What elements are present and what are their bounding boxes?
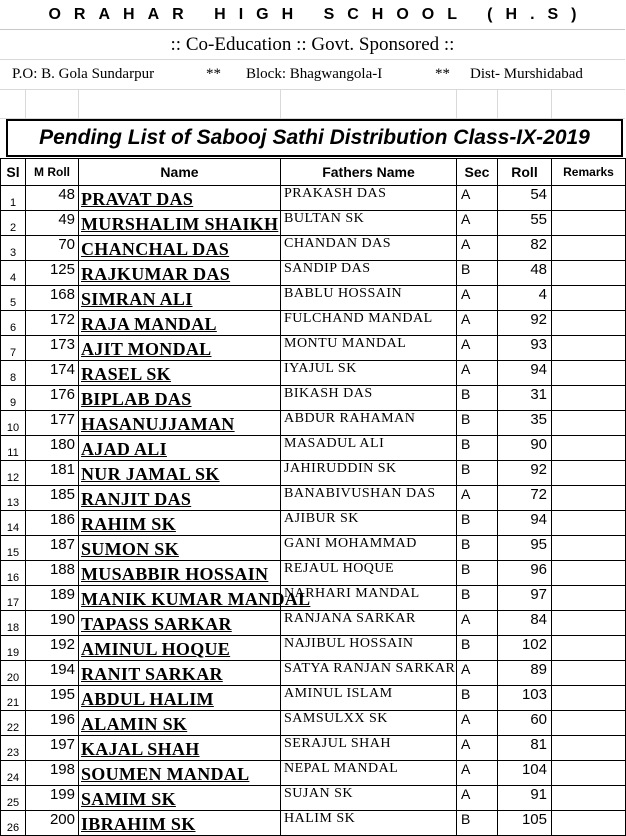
cell-section[interactable]: B (457, 436, 498, 461)
cell-fathers-name[interactable]: MONTU MANDAL (281, 336, 457, 361)
cell-section[interactable]: A (457, 311, 498, 336)
cell-fathers-name[interactable]: FULCHAND MANDAL (281, 311, 457, 336)
cell-student-name[interactable]: MUSABBIR HOSSAIN (79, 561, 281, 586)
cell-student-name[interactable]: SUMON SK (79, 536, 281, 561)
cell-student-name[interactable]: NUR JAMAL SK (79, 461, 281, 486)
table-row (1, 261, 626, 286)
cell-m-roll[interactable]: 190 (26, 611, 79, 636)
post-office: P.O: B. Gola Sundarpur (12, 66, 155, 82)
cell-sl[interactable]: 26 (1, 811, 26, 836)
table-row (1, 711, 626, 736)
cell-roll[interactable]: 35 (498, 411, 552, 436)
cell-m-roll[interactable]: 195 (26, 686, 79, 711)
cell-student-name[interactable]: ALAMIN SK (79, 711, 281, 736)
cell-sl[interactable]: 9 (1, 386, 26, 411)
cell-fathers-name[interactable]: AMINUL ISLAM (281, 686, 457, 711)
cell-sl[interactable]: 2 (1, 211, 26, 236)
cell-roll[interactable]: 103 (498, 686, 552, 711)
cell-remarks[interactable] (552, 736, 626, 761)
cell-fathers-name[interactable]: JAHIRUDDIN SK (281, 461, 457, 486)
cell-roll[interactable]: 102 (498, 636, 552, 661)
cell-student-name[interactable]: SOUMEN MANDAL (79, 761, 281, 786)
cell-student-name[interactable]: AJAD ALI (79, 436, 281, 461)
cell-sl[interactable]: 17 (1, 586, 26, 611)
table-row (1, 461, 626, 486)
cell-roll[interactable]: 105 (498, 811, 552, 836)
cell-section[interactable]: A (457, 786, 498, 811)
cell-m-roll[interactable]: 70 (26, 236, 79, 261)
school-name-row[interactable] (0, 0, 625, 30)
table-row (1, 286, 626, 311)
cell-student-name[interactable]: ABDUL HALIM (79, 686, 281, 711)
cell-m-roll[interactable]: 177 (26, 411, 79, 436)
cell-fathers-name[interactable]: NARHARI MANDAL (281, 586, 457, 611)
cell-roll[interactable]: 90 (498, 436, 552, 461)
cell-student-name[interactable]: AJIT MONDAL (79, 336, 281, 361)
cell-section[interactable]: B (457, 461, 498, 486)
cell-remarks[interactable] (552, 286, 626, 311)
cell-student-name[interactable]: SAMIM SK (79, 786, 281, 811)
table-row (1, 561, 626, 586)
cell-remarks[interactable] (552, 361, 626, 386)
cell-remarks[interactable] (552, 461, 626, 486)
table-row (1, 361, 626, 386)
table-row (1, 336, 626, 361)
cell-student-name[interactable]: MANIK KUMAR MANDAL (79, 586, 281, 611)
cell-fathers-name[interactable]: BULTAN SK (281, 211, 457, 236)
cell-sl[interactable]: 10 (1, 411, 26, 436)
cell-roll[interactable]: 82 (498, 236, 552, 261)
separator: ** (435, 66, 450, 82)
cell-sl[interactable]: 22 (1, 711, 26, 736)
table-row (1, 786, 626, 811)
pending-list-table (0, 158, 626, 836)
cell-m-roll[interactable]: 49 (26, 211, 79, 236)
cell-student-name[interactable]: RAJKUMAR DAS (79, 261, 281, 286)
cell-sl[interactable]: 7 (1, 336, 26, 361)
cell-m-roll[interactable]: 196 (26, 711, 79, 736)
col-header-sl[interactable]: Sl (1, 159, 26, 186)
cell-sl[interactable]: 8 (1, 361, 26, 386)
cell-remarks[interactable] (552, 261, 626, 286)
cell-m-roll[interactable]: 125 (26, 261, 79, 286)
table-row (1, 811, 626, 836)
col-header-name[interactable]: Name (79, 159, 281, 186)
list-title: Pending List of Sabooj Sathi Distribution Class-IX-2019 (39, 126, 590, 149)
cell-fathers-name[interactable]: SATYA RANJAN SARKAR (281, 661, 457, 686)
cell-fathers-name[interactable]: NEPAL MANDAL (281, 761, 457, 786)
cell-section[interactable]: A (457, 736, 498, 761)
cell-sl[interactable]: 1 (1, 186, 26, 211)
table-row (1, 611, 626, 636)
cell-sl[interactable]: 3 (1, 236, 26, 261)
cell-remarks[interactable] (552, 686, 626, 711)
cell-roll[interactable]: 55 (498, 211, 552, 236)
cell-student-name[interactable]: MURSHALIM SHAIKH (79, 211, 281, 236)
cell-remarks[interactable] (552, 636, 626, 661)
cell-section[interactable]: B (457, 811, 498, 836)
table-row (1, 586, 626, 611)
cell-remarks[interactable] (552, 311, 626, 336)
cell-remarks[interactable] (552, 786, 626, 811)
cell-roll[interactable]: 91 (498, 786, 552, 811)
cell-m-roll[interactable]: 198 (26, 761, 79, 786)
cell-remarks[interactable] (552, 811, 626, 836)
grid-line (497, 90, 498, 119)
table-row (1, 761, 626, 786)
cell-sl[interactable]: 21 (1, 686, 26, 711)
cell-remarks[interactable] (552, 586, 626, 611)
cell-section[interactable]: A (457, 186, 498, 211)
cell-fathers-name[interactable]: AJIBUR SK (281, 511, 457, 536)
cell-m-roll[interactable]: 188 (26, 561, 79, 586)
table-row (1, 486, 626, 511)
school-subtitle: :: Co-Education :: Govt. Sponsored :: (170, 33, 455, 55)
cell-remarks[interactable] (552, 411, 626, 436)
cell-student-name[interactable]: CHANCHAL DAS (79, 236, 281, 261)
cell-section[interactable]: A (457, 761, 498, 786)
cell-section[interactable]: A (457, 286, 498, 311)
cell-student-name[interactable]: HASANUJJAMAN (79, 411, 281, 436)
cell-student-name[interactable]: RASEL SK (79, 361, 281, 386)
cell-fathers-name[interactable]: IYAJUL SK (281, 361, 457, 386)
cell-student-name[interactable]: BIPLAB DAS (79, 386, 281, 411)
cell-student-name[interactable]: RAHIM SK (79, 511, 281, 536)
table-header-row (1, 159, 626, 186)
table-row (1, 211, 626, 236)
cell-roll[interactable]: 92 (498, 461, 552, 486)
cell-remarks[interactable] (552, 486, 626, 511)
school-name: ORAHAR HIGH SCHOOL (H.S) (48, 5, 590, 23)
cell-roll[interactable]: 97 (498, 586, 552, 611)
cell-remarks[interactable] (552, 511, 626, 536)
cell-section[interactable]: B (457, 386, 498, 411)
cell-student-name[interactable]: RAJA MANDAL (79, 311, 281, 336)
cell-section[interactable]: A (457, 611, 498, 636)
cell-fathers-name[interactable]: GANI MOHAMMAD (281, 536, 457, 561)
cell-student-name[interactable]: SIMRAN ALI (79, 286, 281, 311)
cell-section[interactable]: B (457, 561, 498, 586)
col-header-sec[interactable]: Sec (457, 159, 498, 186)
cell-roll[interactable]: 54 (498, 186, 552, 211)
cell-fathers-name[interactable]: BABLU HOSSAIN (281, 286, 457, 311)
cell-m-roll[interactable]: 168 (26, 286, 79, 311)
cell-section[interactable]: A (457, 486, 498, 511)
table-row (1, 536, 626, 561)
cell-m-roll[interactable]: 194 (26, 661, 79, 686)
cell-m-roll[interactable]: 48 (26, 186, 79, 211)
cell-remarks[interactable] (552, 611, 626, 636)
cell-section[interactable]: A (457, 236, 498, 261)
district: Dist- Murshidabad (470, 66, 583, 82)
cell-sl[interactable]: 13 (1, 486, 26, 511)
cell-sl[interactable]: 5 (1, 286, 26, 311)
list-title-row[interactable] (6, 119, 623, 157)
table-row (1, 511, 626, 536)
cell-section[interactable]: A (457, 361, 498, 386)
table-row (1, 236, 626, 261)
table-row (1, 636, 626, 661)
table-row (1, 311, 626, 336)
cell-sl[interactable]: 20 (1, 661, 26, 686)
cell-remarks[interactable] (552, 661, 626, 686)
cell-m-roll[interactable]: 180 (26, 436, 79, 461)
cell-section[interactable]: A (457, 661, 498, 686)
cell-student-name[interactable]: AMINUL HOQUE (79, 636, 281, 661)
cell-roll[interactable]: 89 (498, 661, 552, 686)
grid-line (551, 90, 552, 119)
cell-fathers-name[interactable]: HALIM SK (281, 811, 457, 836)
table-row (1, 661, 626, 686)
cell-fathers-name[interactable]: SAMSULXX SK (281, 711, 457, 736)
cell-m-roll[interactable]: 187 (26, 536, 79, 561)
cell-student-name[interactable]: IBRAHIM SK (79, 811, 281, 836)
grid-line (456, 90, 457, 119)
cell-sl[interactable]: 12 (1, 461, 26, 486)
col-header-remarks[interactable]: Remarks (552, 159, 626, 186)
grid-line (280, 90, 281, 119)
cell-m-roll[interactable]: 172 (26, 311, 79, 336)
separator: ** (206, 66, 221, 82)
cell-m-roll[interactable]: 185 (26, 486, 79, 511)
cell-section[interactable]: B (457, 686, 498, 711)
cell-fathers-name[interactable]: REJAUL HOQUE (281, 561, 457, 586)
cell-m-roll[interactable]: 186 (26, 511, 79, 536)
cell-roll[interactable]: 31 (498, 386, 552, 411)
cell-section[interactable]: B (457, 511, 498, 536)
table-row (1, 411, 626, 436)
cell-fathers-name[interactable]: BANABIVUSHAN DAS (281, 486, 457, 511)
cell-m-roll[interactable]: 174 (26, 361, 79, 386)
table-row (1, 686, 626, 711)
table-row (1, 386, 626, 411)
cell-remarks[interactable] (552, 211, 626, 236)
cell-sl[interactable]: 14 (1, 511, 26, 536)
cell-m-roll[interactable]: 199 (26, 786, 79, 811)
cell-sl[interactable]: 15 (1, 536, 26, 561)
cell-student-name[interactable]: RANJIT DAS (79, 486, 281, 511)
cell-student-name[interactable]: KAJAL SHAH (79, 736, 281, 761)
cell-sl[interactable]: 25 (1, 786, 26, 811)
cell-section[interactable]: B (457, 411, 498, 436)
cell-section[interactable]: A (457, 711, 498, 736)
cell-section[interactable]: B (457, 636, 498, 661)
cell-m-roll[interactable]: 200 (26, 811, 79, 836)
cell-m-roll[interactable]: 189 (26, 586, 79, 611)
cell-section[interactable]: B (457, 261, 498, 286)
cell-fathers-name[interactable]: SANDIP DAS (281, 261, 457, 286)
table-row (1, 436, 626, 461)
cell-sl[interactable]: 11 (1, 436, 26, 461)
block: Block: Bhagwangola-I (246, 66, 383, 82)
cell-remarks[interactable] (552, 711, 626, 736)
cell-remarks[interactable] (552, 236, 626, 261)
cell-fathers-name[interactable]: CHANDAN DAS (281, 236, 457, 261)
cell-remarks[interactable] (552, 561, 626, 586)
cell-roll[interactable]: 4 (498, 286, 552, 311)
cell-section[interactable]: B (457, 586, 498, 611)
cell-roll[interactable]: 96 (498, 561, 552, 586)
school-subtitle-row[interactable] (0, 30, 625, 60)
cell-fathers-name[interactable]: ABDUR RAHAMAN (281, 411, 457, 436)
cell-sl[interactable]: 24 (1, 761, 26, 786)
col-header-m-roll[interactable]: M Roll (26, 159, 79, 186)
cell-remarks[interactable] (552, 436, 626, 461)
cell-fathers-name[interactable]: MASADUL ALI (281, 436, 457, 461)
cell-roll[interactable]: 84 (498, 611, 552, 636)
cell-roll[interactable]: 94 (498, 361, 552, 386)
cell-sl[interactable]: 4 (1, 261, 26, 286)
cell-roll[interactable]: 60 (498, 711, 552, 736)
cell-roll[interactable]: 72 (498, 486, 552, 511)
cell-remarks[interactable] (552, 536, 626, 561)
grid-line (25, 90, 26, 119)
cell-sl[interactable]: 6 (1, 311, 26, 336)
cell-m-roll[interactable]: 173 (26, 336, 79, 361)
cell-roll[interactable]: 92 (498, 311, 552, 336)
cell-roll[interactable]: 48 (498, 261, 552, 286)
cell-fathers-name[interactable]: SERAJUL SHAH (281, 736, 457, 761)
grid-line (78, 90, 79, 119)
cell-remarks[interactable] (552, 386, 626, 411)
cell-roll[interactable]: 81 (498, 736, 552, 761)
blank-row[interactable] (0, 90, 625, 119)
cell-m-roll[interactable]: 197 (26, 736, 79, 761)
cell-fathers-name[interactable]: BIKASH DAS (281, 386, 457, 411)
cell-student-name[interactable]: PRAVAT DAS (79, 186, 281, 211)
cell-student-name[interactable]: TAPASS SARKAR (79, 611, 281, 636)
cell-remarks[interactable] (552, 761, 626, 786)
cell-sl[interactable]: 18 (1, 611, 26, 636)
cell-roll[interactable]: 93 (498, 336, 552, 361)
col-header-roll[interactable]: Roll (498, 159, 552, 186)
cell-m-roll[interactable]: 181 (26, 461, 79, 486)
cell-fathers-name[interactable]: RANJANA SARKAR (281, 611, 457, 636)
cell-m-roll[interactable]: 176 (26, 386, 79, 411)
cell-student-name[interactable]: RANIT SARKAR (79, 661, 281, 686)
cell-sl[interactable]: 16 (1, 561, 26, 586)
col-header-fathers-name[interactable]: Fathers Name (281, 159, 457, 186)
cell-roll[interactable]: 104 (498, 761, 552, 786)
cell-roll[interactable]: 95 (498, 536, 552, 561)
cell-sl[interactable]: 23 (1, 736, 26, 761)
cell-fathers-name[interactable]: PRAKASH DAS (281, 186, 457, 211)
address-row[interactable] (0, 60, 625, 90)
cell-roll[interactable]: 94 (498, 511, 552, 536)
table-row (1, 736, 626, 761)
cell-section[interactable]: B (457, 536, 498, 561)
cell-m-roll[interactable]: 192 (26, 636, 79, 661)
cell-fathers-name[interactable]: NAJIBUL HOSSAIN (281, 636, 457, 661)
cell-sl[interactable]: 19 (1, 636, 26, 661)
table-row (1, 186, 626, 211)
cell-remarks[interactable] (552, 336, 626, 361)
cell-section[interactable]: A (457, 211, 498, 236)
cell-fathers-name[interactable]: SUJAN SK (281, 786, 457, 811)
cell-section[interactable]: A (457, 336, 498, 361)
cell-remarks[interactable] (552, 186, 626, 211)
